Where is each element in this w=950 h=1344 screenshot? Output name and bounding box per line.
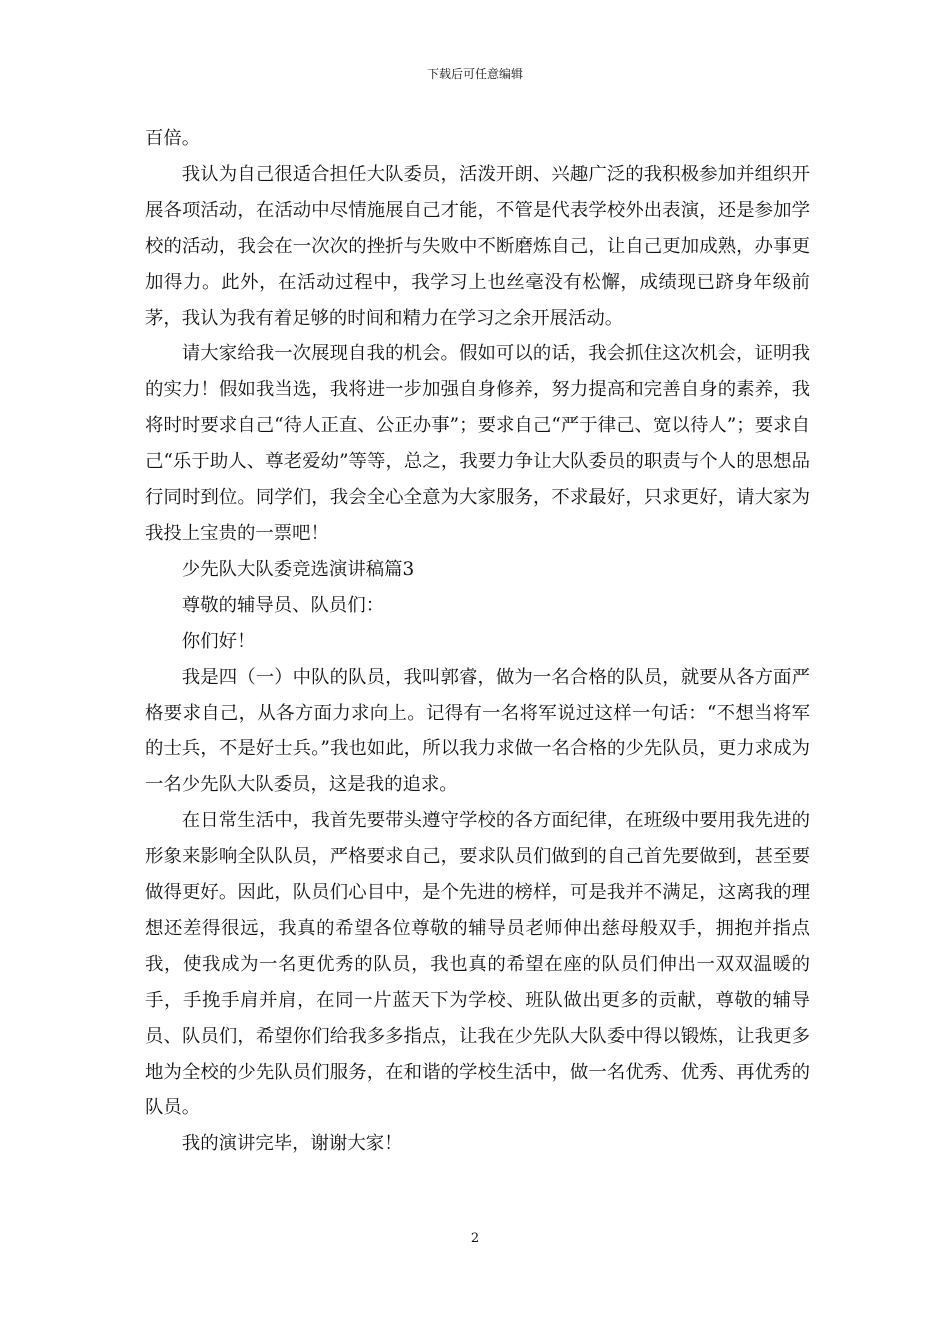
paragraph-continuation: 百倍。 bbox=[145, 128, 201, 149]
document-body bbox=[145, 121, 810, 1162]
paragraph-daily-life: 在日常生活中，我首先要带头遵守学校的各方面纪律，在班级中要用我先进的形象来影响全队队员，严格要求自己，要求队员们做到的自己首先要做到，甚至要做得更好。因此，队员们心目中，是个先进的榜样，可是我并不满足，这离我的理想还差得很远，我真的希望各位尊敬的辅导员老师伸出慈母般双手，拥抱并指点我，使我成为一名更优秀的队员，我也真的希望在座的队员们伸出一双双温暖的手，手挽手肩并肩，在同一片蓝天下为学校、班队做出更多的贡献，尊敬的辅导员、队员们，希望你们给我多多指点，让我在少先队大队委中得以锻炼，让我更多地为全校的少先队员们服务，在和谐的学校生活中，做一名优秀、优秀、再优秀的队员。 bbox=[145, 810, 810, 1119]
paragraph-qualifications: 我认为自己很适合担任大队委员，活泼开朗、兴趣广泛的我积极参加并组织开展各项活动，在活动中尽情施展自己才能，不管是代表学校外出表演，还是参加学校的活动，我会在一次次的挫折与失败中不断磨炼自己，让自己更加成熟，办事更加得力。此外，在活动过程中，我学习上也丝毫没有松懈，成绩现已跻身年级前茅，我认为我有着足够的时间和精力在学习之余开展活动。 bbox=[145, 163, 810, 329]
page-number: 2 bbox=[470, 1231, 480, 1246]
section-title: 少先队大队委竞选演讲稿篇3 bbox=[181, 558, 415, 580]
salutation: 尊敬的辅导员、队员们： bbox=[181, 594, 385, 616]
greeting: 你们好！ bbox=[181, 630, 256, 652]
paragraph-pledge: 请大家给我一次展现自我的机会。假如可以的话，我会抓住这次机会，证明我的实力！假如我当选，我将进一步加强自身修养，努力提高和完善自身的素养，我将时时要求自己“待人正直、公正办事”；要求自己“严于律己、宽以待人”；要求自己“乐于助人、尊老爱幼”等等，总之，我要力争让大队委员的职责与个人的思想品行同时到位。同学们，我会全心全意为大家服务，不求最好，只求更好，请大家为我投上宝贵的一票吧！ bbox=[145, 343, 810, 544]
paragraph-closing: 我的演讲完毕，谢谢大家！ bbox=[181, 1133, 403, 1155]
page-header: 下载后可任意编辑 bbox=[426, 67, 523, 81]
paragraph-introduction: 我是四（一）中队的队员，我叫郭睿，做为一名合格的队员，就要从各方面严格要求自己，从各方面力求向上。记得有一名将军说过这样一句话：“不想当将军的士兵，不是好士兵。”我也如此，所以我力求做一名合格的少先队员，更力求成为一名少先队大队委员，这是我的追求。 bbox=[145, 666, 810, 796]
